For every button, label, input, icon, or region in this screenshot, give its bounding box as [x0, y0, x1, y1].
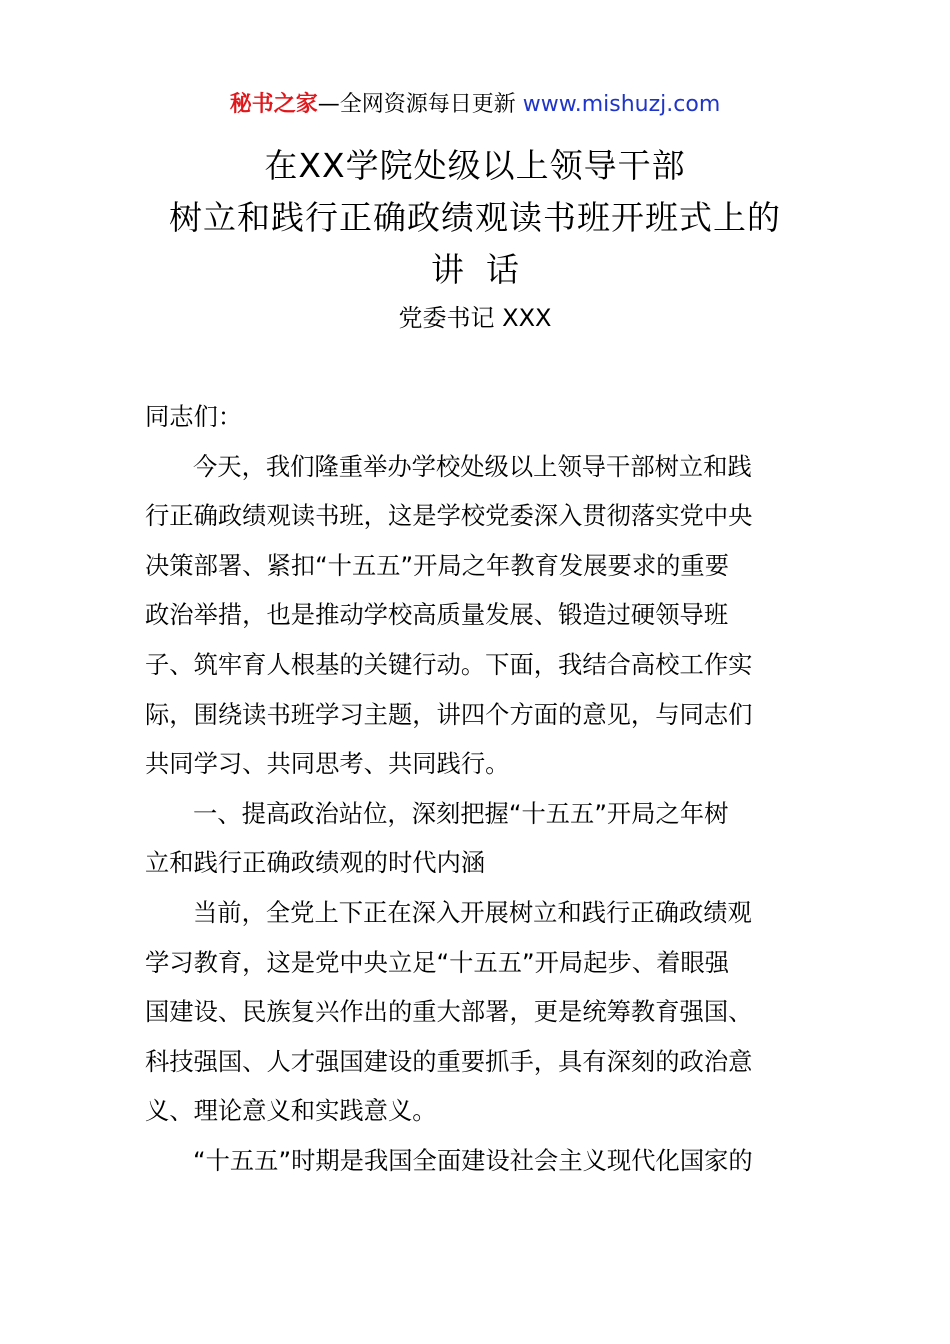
document-title: [0, 140, 950, 296]
section-heading-line: 一、提高政治站位，深刻把握“十五五”开局之年树: [193, 798, 729, 828]
body-line: 政治举措，也是推动学校高质量发展、锻造过硬领导班: [145, 600, 729, 630]
body-line: 共同学习、共同思考、共同践行。: [145, 749, 510, 779]
header-banner: [0, 88, 950, 122]
body-line: 科技强国、人才强国建设的重要抓手，具有深刻的政治意: [145, 1046, 753, 1076]
body-line: 学习教育，这是党中央立足“十五五”开局起步、着眼强: [145, 947, 730, 977]
title-line-2: 树立和践行正确政绩观读书班开班式上的: [169, 198, 781, 237]
body-line: 际，围绕读书班学习主题，讲四个方面的意见，与同志们: [145, 699, 753, 729]
body-line: 今天，我们隆重举办学校处级以上领导干部树立和践: [193, 451, 752, 481]
header-tagline: —全网资源每日更新: [317, 92, 523, 117]
salutation: 同志们：: [145, 402, 243, 431]
body-line: “十五五”时期是我国全面建设社会主义现代化国家的: [193, 1145, 753, 1175]
body-line: 当前，全党上下正在深入开展树立和践行正确政绩观: [193, 897, 752, 927]
body-text: [145, 392, 807, 1186]
author-line: 党委书记 XXX: [398, 304, 552, 332]
body-line: 国建设、民族复兴作出的重大部署，更是统筹教育强国、: [145, 997, 753, 1027]
body-line: 义、理论意义和实践意义。: [145, 1096, 437, 1126]
site-url-link[interactable]: www.mishuzj.com: [522, 92, 721, 117]
title-line-3: 讲话: [431, 250, 541, 289]
body-line: 子、筑牢育人根基的关键行动。下面，我结合高校工作实: [145, 649, 753, 679]
body-line: 行正确政绩观读书班，这是学校党委深入贯彻落实党中央: [145, 501, 753, 531]
title-line-1: 在XX学院处级以上领导干部: [264, 146, 686, 185]
brand-name: 秘书之家: [229, 92, 318, 117]
body-line: 决策部署、紧扣“十五五”开局之年教育发展要求的重要: [145, 550, 730, 580]
section-heading-line: 立和践行正确政绩观的时代内涵: [145, 848, 486, 878]
